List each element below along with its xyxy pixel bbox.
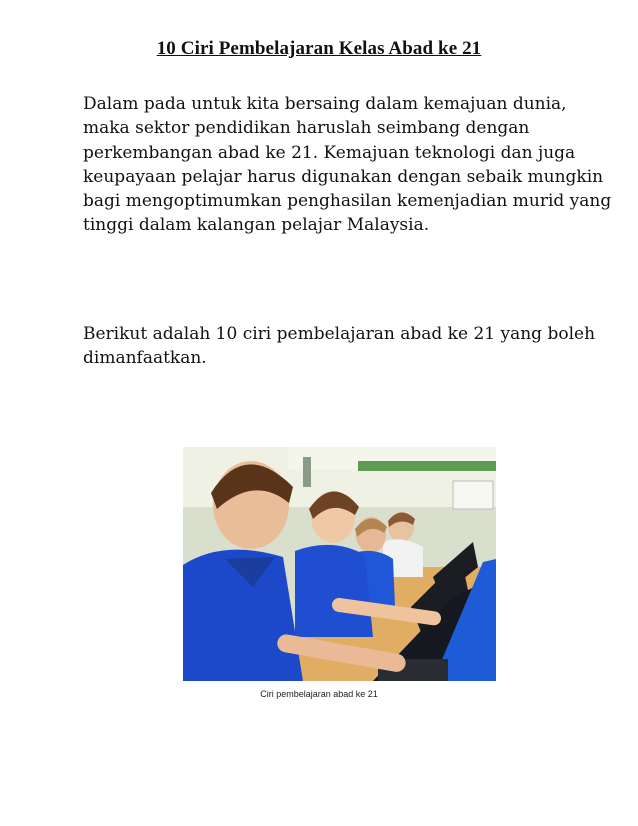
classroom-illustration: [183, 447, 496, 681]
classroom-photo: [183, 447, 496, 681]
photo-caption: Ciri pembelajaran abad ke 21: [260, 689, 378, 699]
document-title: 10 Ciri Pembelajaran Kelas Abad ke 21: [156, 38, 482, 59]
intro-paragraph: Dalam pada untuk kita bersaing dalam kemajuan dunia, maka sektor pendidikan haruslah seimbang dengan perkembangan abad ke 21. Kemajuan teknologi dan juga keupayaan pelajar harus digunakan dengan sebaik mungkin bagi mengoptimumkan penghasilan kemenjadian murid yang tinggi dalam kalangan pelajar Malaysia.: [83, 94, 612, 236]
list-intro-paragraph: Berikut adalah 10 ciri pembelajaran abad ke 21 yang boleh dimanfaatkan.: [83, 324, 596, 369]
